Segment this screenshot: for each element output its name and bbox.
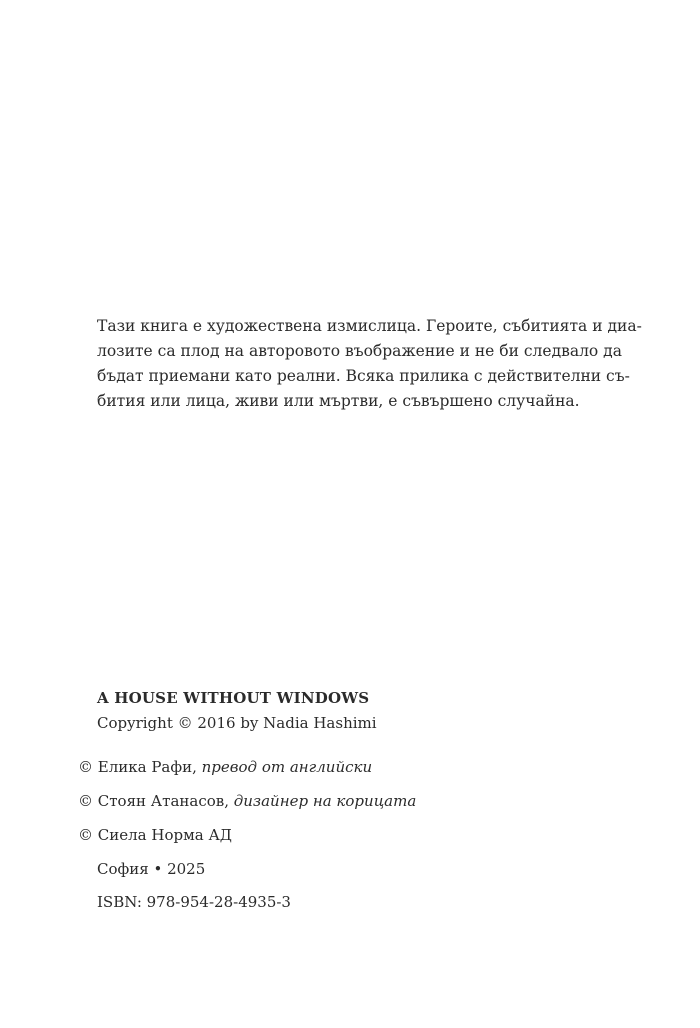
disclaimer-line: бития или лица, живи или мъртви, е съвършено случайна. xyxy=(97,392,580,410)
credit-prefix: © Стоян Атанасов, xyxy=(78,792,234,810)
credit-prefix: © Елика Рафи, xyxy=(78,758,202,776)
fiction-disclaimer xyxy=(97,314,642,414)
place-and-year: София • 2025 xyxy=(97,860,206,878)
original-copyright: Copyright © 2016 by Nadia Hashimi xyxy=(97,714,377,732)
credit-prefix: © Сиела Норма АД xyxy=(78,826,233,844)
disclaimer-line: Тази книга е художествена измислица. Героите, събитията и диа- xyxy=(97,317,642,335)
cover-designer-credit xyxy=(78,792,416,810)
disclaimer-line: лозите са плод на авторовото въображение и не би следвало да xyxy=(97,342,622,360)
credit-role: дизайнер на корицата xyxy=(233,792,417,810)
disclaimer-line: бъдат приемани като реални. Всяка прилика с действителни съ- xyxy=(97,367,630,385)
original-title: A HOUSE WITHOUT WINDOWS xyxy=(97,689,370,707)
translator-credit xyxy=(78,758,372,776)
isbn: ISBN: 978-954-28-4935-3 xyxy=(97,893,291,911)
credit-role: превод от английски xyxy=(201,758,373,776)
publisher-credit xyxy=(78,826,232,844)
